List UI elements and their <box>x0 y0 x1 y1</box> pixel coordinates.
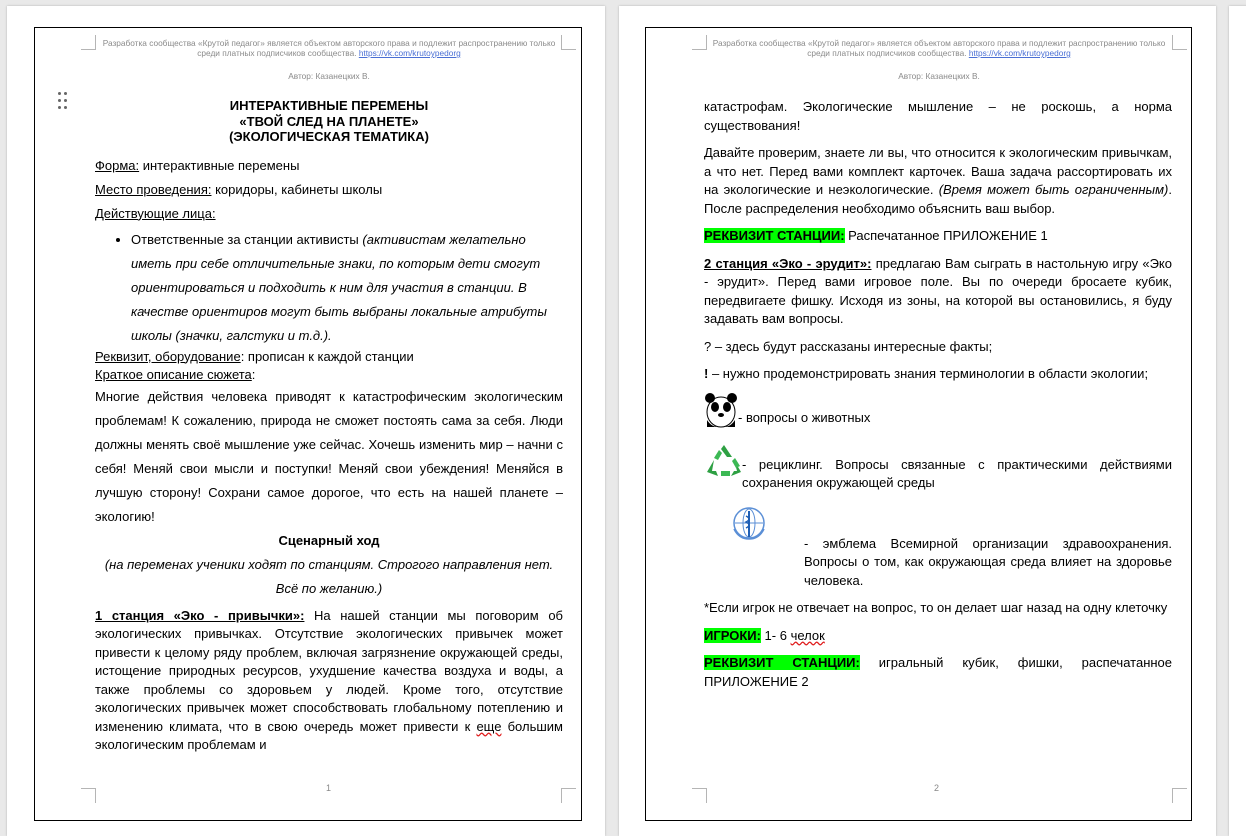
drag-handle-icon[interactable] <box>58 92 68 110</box>
station-label: 1 станция «Эко - привычки»: <box>95 607 305 623</box>
who-emblem-icon <box>704 507 804 547</box>
animals-line <box>704 392 1172 428</box>
field-label: Реквизит, оборудование <box>95 348 241 364</box>
community-link[interactable]: https://vk.com/krutoypedorg <box>358 48 461 58</box>
continuation-paragraph: катастрофам. Экологические мышление – не роскошь, а норма существования! <box>704 99 1172 133</box>
field-label: Действующие лица: <box>95 205 216 221</box>
margin-corner <box>561 788 576 803</box>
recycle-icon <box>704 442 744 480</box>
page-1-body[interactable] <box>95 98 563 755</box>
author-line: Автор: Казанецких В. <box>288 71 370 81</box>
players-line <box>704 627 1172 646</box>
exclaim-text: – нужно продемонстрировать знания терминологии в области экологии; <box>708 366 1149 381</box>
form-line <box>95 154 563 178</box>
note-paragraph: *Если игрок не отвечает на вопрос, то он делает шаг назад на одну клеточку <box>704 600 1168 615</box>
copyright-text: Разработка сообщества «Крутой педагог» является объектом авторского права и подлежит распространению только среди платных подписчиков сообщества. <box>102 38 556 58</box>
who-line <box>704 507 1172 591</box>
margin-corner <box>81 788 96 803</box>
spelling-error-word[interactable]: челок <box>790 627 825 643</box>
field-value: интерактивные перемены <box>139 157 300 173</box>
requisite-1-line <box>704 227 1172 246</box>
plot-line <box>95 366 563 385</box>
station-text: На нашей станции мы поговорим об экологических привычках. Отсутствие экологических привычек может привести к целому ряду проблем, включая загрязнение окружающей среды, истощение природных ресурсов, ухудшение качества воздуха и воды, а также проблемы со здоровьем у людей. Кроме того, отсутствие экологических привычек может способствовать глобальному потеплению и изменению климата, что в свою очередь может привести к <box>95 607 563 734</box>
author-line: Автор: Казанецких В. <box>898 71 980 81</box>
bullet-text: Ответственные за станции активисты <box>131 231 363 247</box>
station-label: 2 станция «Эко - эрудит»: <box>704 255 872 271</box>
highlighted-label: ИГРОКИ: <box>704 627 761 643</box>
title-line: ИНТЕРАКТИВНЫЕ ПЕРЕМЕНЫ <box>229 98 429 113</box>
document-title <box>95 98 563 145</box>
players-value: 1- 6 <box>760 627 791 643</box>
page-number: 1 <box>326 783 332 793</box>
page-number: 2 <box>934 783 940 793</box>
field-value: : прописан к каждой станции <box>240 348 414 364</box>
paragraph-italic: (Время может быть ограниченным) <box>938 182 1169 197</box>
highlighted-label: РЕКВИЗИТ СТАНЦИИ: <box>704 228 845 243</box>
document-page-2 <box>619 6 1216 836</box>
station-2-paragraph <box>704 255 1172 329</box>
document-page-1 <box>7 6 605 836</box>
document-page-3-edge <box>1229 6 1246 836</box>
place-line <box>95 178 563 202</box>
requisite-value: игральный кубик, фишки, распечатанное ПРИЛОЖЕНИЕ 2 <box>704 655 1173 689</box>
copyright-header <box>704 38 1174 58</box>
panda-icon <box>704 392 738 428</box>
field-colon: : <box>251 367 256 382</box>
scenario-note: (на переменах ученики ходят по станциям. Строгого направления нет. Всё по желанию.) <box>104 556 554 596</box>
station-text: предлагаю Вам сыграть в настольную игру «Эко - эрудит». Перед вами игровое поле. Вы по очереди бросаете кубик, передвигаете фишку. Исходя из зоны, на которой вы остановились, я буду задавать вам вопросы. <box>704 255 1172 326</box>
who-text: - эмблема Всемирной организации здравоохранения. Вопросы о том, как окружающая среда влияет на здоровье человека. <box>804 535 1172 588</box>
station-1-paragraph <box>95 607 563 755</box>
persons-list <box>95 228 563 348</box>
copyright-header <box>93 38 565 58</box>
field-label: Краткое описание сюжета <box>95 367 252 382</box>
recycle-text: - рециклинг. Вопросы связанные с практическими действиями сохранения окружающей среды <box>742 456 1172 490</box>
margin-corner <box>1172 788 1187 803</box>
animals-text: - вопросы о животных <box>738 410 871 425</box>
margin-corner <box>1172 35 1187 50</box>
margin-corner <box>692 788 707 803</box>
scenario-heading: Сценарный ход <box>278 532 380 548</box>
bullet-italic-text: (активистам желательно иметь при себе отличительные знаки, по которым дети смогут ориентироваться и подходить к ним для участия в станции. В качестве ориентиров могут быть выбраны локальные атрибуты школы (значки, галстуки и т.д.). <box>131 231 547 343</box>
title-line: «ТВОЙ СЛЕД НА ПЛАНЕТЕ» <box>239 113 419 129</box>
spelling-error-word[interactable]: еще <box>476 718 502 734</box>
plot-paragraph: Многие действия человека приводят к катастрофическим экологическим проблемам! К сожалению, природа не сможет постоять сама за себя. Люди должны менять своё мышление уже сейчас. Хочешь изменить мир – начни с себя! Меняй свои мысли и поступки! Меняй свои убеждения! Меняйся в лучшую сторону! Сохрани самое дорогое, что есть на нашей планете – экологию! <box>95 388 563 524</box>
field-value: коридоры, кабинеты школы <box>211 181 383 197</box>
page-2-body[interactable] <box>704 98 1172 691</box>
props-line <box>95 348 563 367</box>
field-label: Форма: <box>95 157 140 173</box>
list-item <box>131 228 563 348</box>
question-mark-line: ? – здесь будут рассказаны интересные факты; <box>704 338 993 354</box>
community-link[interactable]: https://vk.com/krutoypedorg <box>968 48 1071 58</box>
persons-line <box>95 202 563 226</box>
recycle-line <box>704 442 1172 493</box>
title-line: (ЭКОЛОГИЧЕСКАЯ ТЕМАТИКА) <box>229 129 429 144</box>
field-label: Место проведения: <box>95 181 212 197</box>
copyright-text: Разработка сообщества «Крутой педагог» является объектом авторского права и подлежит распространению только среди платных подписчиков сообщества. <box>712 38 1166 58</box>
exclaim-line <box>704 365 1172 384</box>
check-paragraph <box>704 144 1172 218</box>
requisite-value: Распечатанное ПРИЛОЖЕНИЕ 1 <box>844 228 1048 243</box>
paragraph-text: Давайте проверим, знаете ли вы, что относится к экологическим привычкам, а что нет. Перед вами комплект карточек. Ваша задача рассортировать их на экологические и неэкологические. <box>704 145 1172 197</box>
paragraph-text: . После распределения необходимо объяснить ваш выбор. <box>704 182 1172 216</box>
requisite-2-line <box>704 654 1172 691</box>
exclaim-mark: ! <box>704 366 709 381</box>
station-text: большим экологическим проблемам и <box>95 718 563 752</box>
highlighted-label: РЕКВИЗИТ СТАНЦИИ: <box>704 655 860 670</box>
